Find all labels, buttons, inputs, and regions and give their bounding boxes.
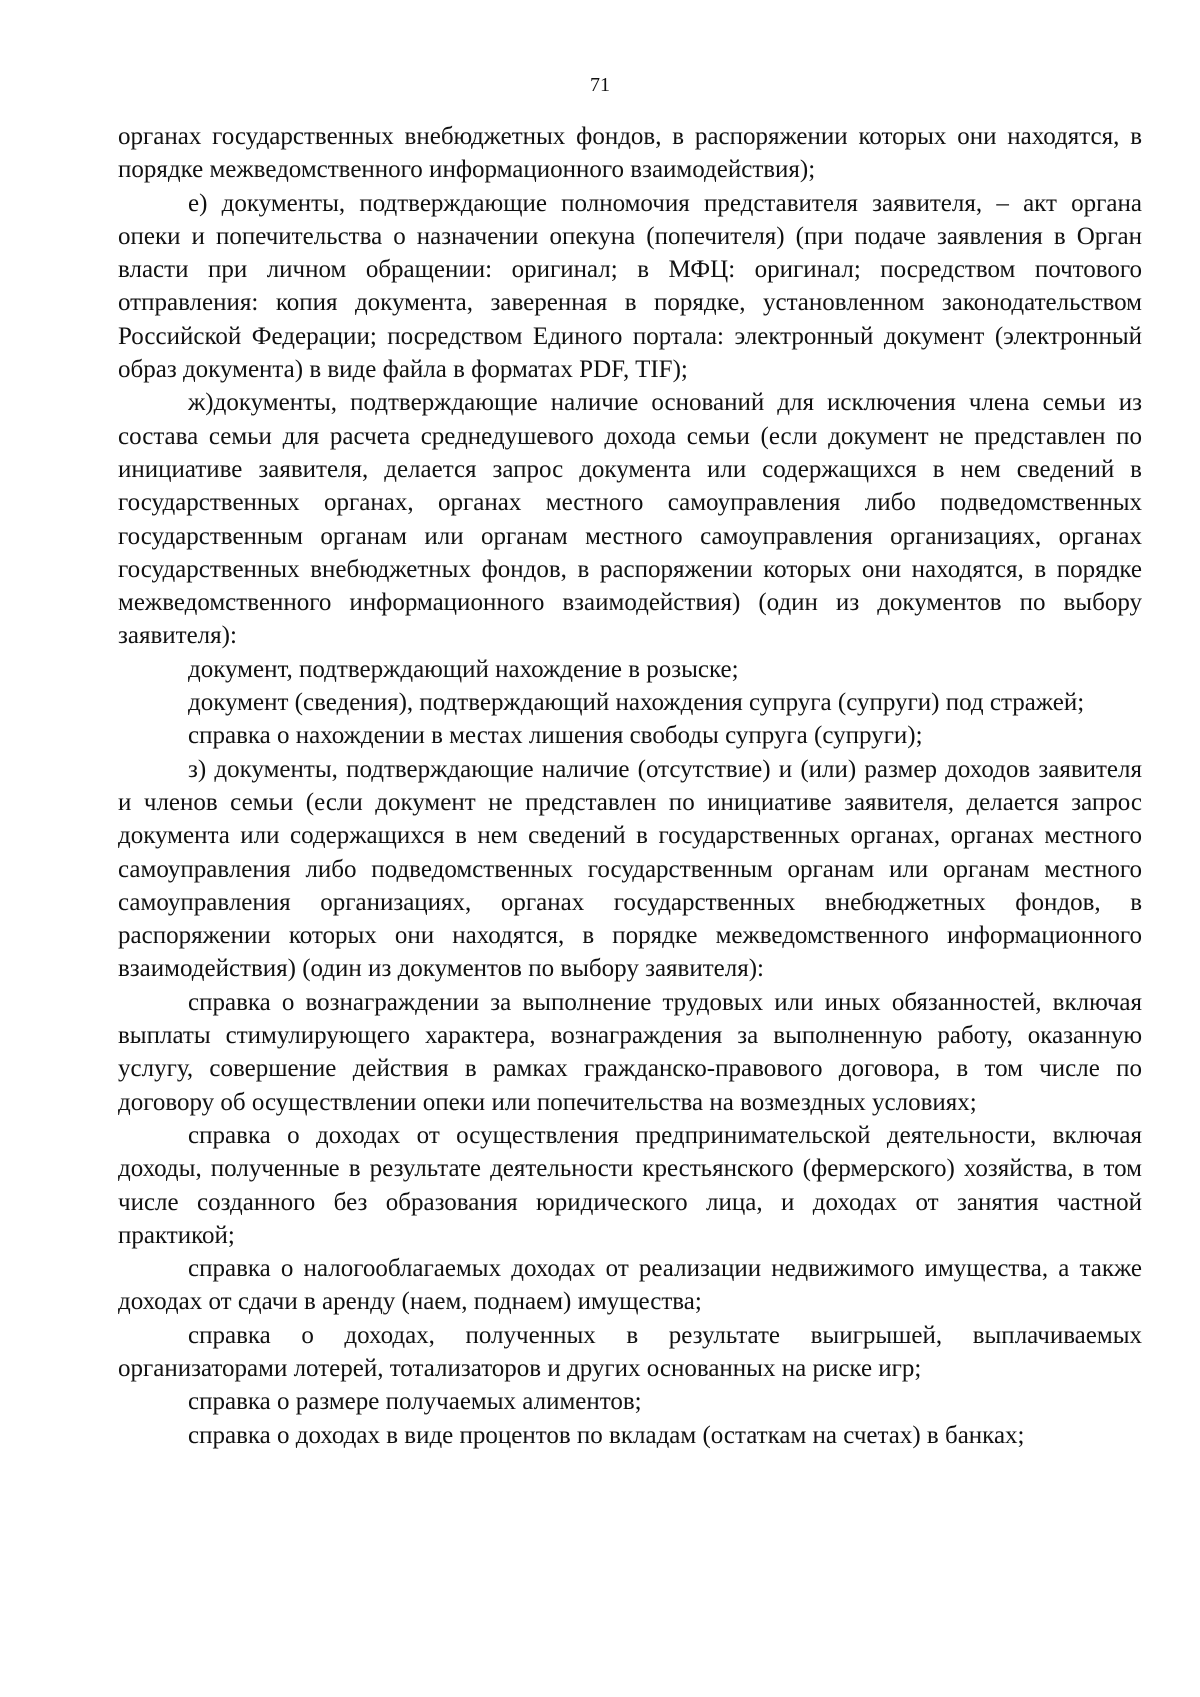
paragraph-item-e: е) документы, подтверждающие полномочия представителя заявителя, – акт органа опеки и попечительства о назначении опекуна (попечителя) (при подаче заявления в Орган власти при личном обращении: оригинал; в МФЦ: оригинал; посредством почтового отправления: копия документа, заверенная в порядке, установленном законодательством Российской Федерации; посредством Единого портала: электронный документ (электронный образ документа) в виде файла в форматах PDF, TIF); (118, 189, 1142, 384)
paragraph-custody-document: документ (сведения), подтверждающий нахождения супруга (супруги) под стражей; (188, 689, 1085, 717)
paragraph-property-income-certificate: справка о налогооблагаемых доходах от реализации недвижимого имущества, а также доходах от сдачи в аренду (наем, поднаем) имущества; (118, 1255, 1142, 1316)
paragraph-item-zh: ж)документы, подтверждающие наличие оснований для исключения члена семьи из состава семьи для расчета среднедушевого дохода семьи (если документ не представлен по инициативе заявителя, делается запрос документа или содержащихся в нем сведений в государственных органах, органах местного самоуправления либо подведомственных государственным органам или органам местного самоуправления организациях, органах государственных внебюджетных фондов, в распоряжении которых они находятся, в порядке межведомственного информационного взаимодействия) (один из документов по выбору заявителя): (118, 389, 1142, 650)
paragraph-remuneration-certificate: справка о вознаграждении за выполнение трудовых или иных обязанностей, включая выплаты стимулирующего характера, вознаграждения за выполненную работу, оказанную услугу, совершение действия в рамках гражданско-правового договора, в том числе по договору об осуществлении опеки или попечительства на возмездных условиях; (118, 988, 1142, 1116)
paragraph-business-income-certificate: справка о доходах от осуществления предпринимательской деятельности, включая доходы, полученные в результате деятельности крестьянского (фермерского) хозяйства, в том числе созданного без образования юридического лица, и доходах от занятия частной практикой; (118, 1121, 1142, 1249)
paragraph-continuation: органах государственных внебюджетных фондов, в распоряжении которых они находятся, в порядке межведомственного информационного взаимодействия); (118, 123, 1142, 184)
page-number: 71 (590, 74, 610, 96)
paragraph-winnings-certificate: справка о доходах, полученных в результате выигрышей, выплачиваемых организаторами лотерей, тотализаторов и других основанных на риске игр; (118, 1321, 1142, 1382)
paragraph-prison-certificate: справка о нахождении в местах лишения свободы супруга (супруги); (188, 722, 923, 750)
document-body (118, 120, 1142, 1452)
paragraph-item-z: з) документы, подтверждающие наличие (отсутствие) и (или) размер доходов заявителя и членов семьи (если документ не представлен по инициативе заявителя, делается запрос документа или содержащихся в нем сведений в государственных органах, органах местного самоуправления либо подведомственных государственным органам или органам местного самоуправления организациях, органах государственных внебюджетных фондов, в распоряжении которых они находятся, в порядке межведомственного информационного взаимодействия) (один из документов по выбору заявителя): (118, 755, 1142, 983)
paragraph-bank-interest-certificate: справка о доходах в виде процентов по вкладам (остаткам на счетах) в банках; (188, 1421, 1025, 1449)
paragraph-search-document: документ, подтверждающий нахождение в розыске; (188, 655, 739, 683)
paragraph-alimony-certificate: справка о размере получаемых алиментов; (188, 1388, 642, 1416)
